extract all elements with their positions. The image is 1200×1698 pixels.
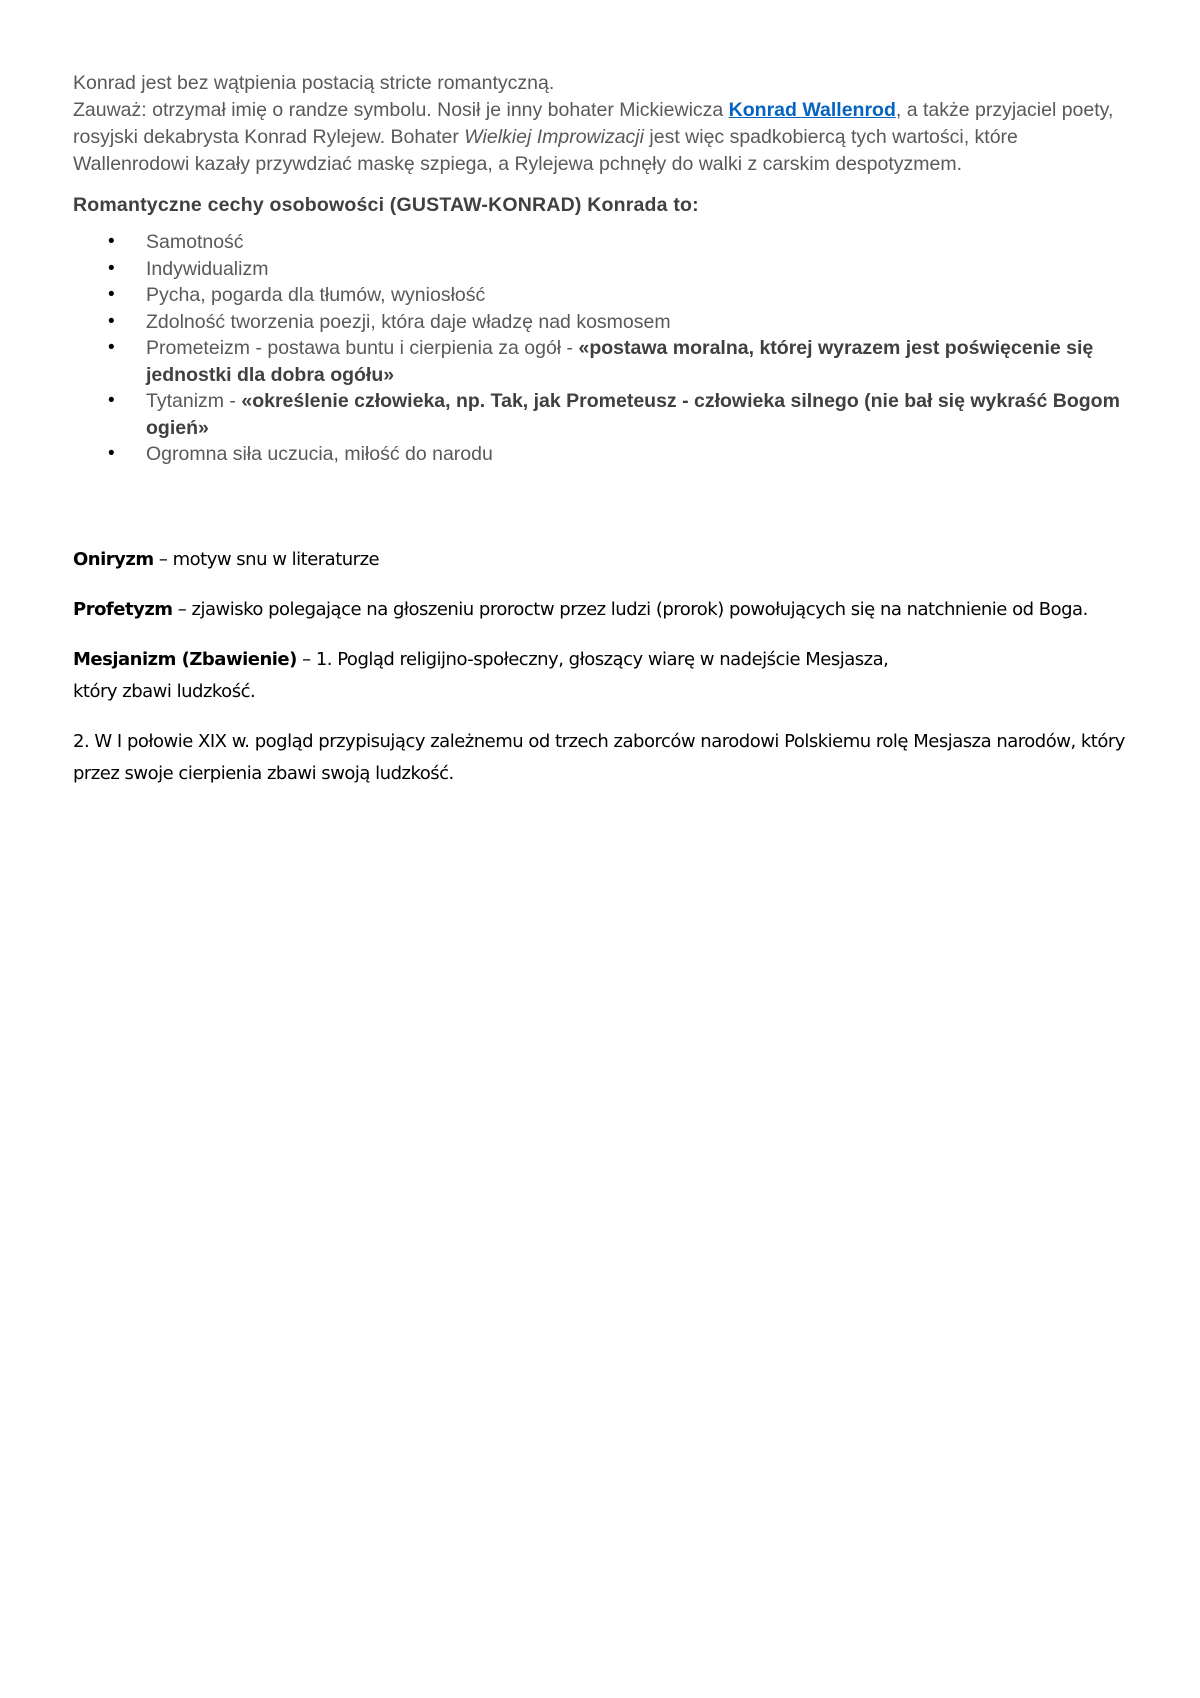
definitions-section xyxy=(73,544,1133,790)
bullet-icon: • xyxy=(108,257,115,279)
bullet-icon: • xyxy=(108,443,115,464)
bullet-icon: • xyxy=(108,231,115,252)
intro-paragraph xyxy=(73,97,1133,178)
konrad-wallenrod-link[interactable]: Konrad Wallenrod xyxy=(728,99,896,121)
bullet-icon: • xyxy=(108,390,115,411)
list-item-quote: «postawa moralna, której wyrazem jest poświęcenie się jednostki dla dobra ogółu» xyxy=(146,337,1094,386)
list-item xyxy=(73,388,1133,441)
list-item xyxy=(73,282,1133,309)
bullet-icon: • xyxy=(108,310,115,332)
definition-text: – zjawisko polegające na głoszeniu proroctw przez ludzi (prorok) powołujących się na natchnienie od Boga. xyxy=(172,598,1088,620)
list-item xyxy=(73,309,1133,336)
list-item xyxy=(73,229,1133,256)
intro-line: Konrad jest bez wątpienia postacią stricte romantyczną. xyxy=(73,72,555,94)
bullet-icon: • xyxy=(108,337,115,358)
definition-text: – 1. Pogląd religijno-społeczny, głoszący wiarę w nadejście Mesjasza, xyxy=(296,648,889,670)
list-item-text: Ogromna siła uczucia, miłość do narodu xyxy=(146,443,493,465)
list-item-text: Indywidualizm xyxy=(146,257,269,280)
traits-list xyxy=(73,229,1133,468)
term-mesjanizm: Mesjanizm (Zbawienie) xyxy=(73,648,297,670)
definition-mesjanizm-point-2: 2. W I połowie XIX w. pogląd przypisujący zależnemu od trzech zaborców narodowi Polskiemu rolę Mesjasza narodów, który przez swoje cierpienia zbawi swoją ludzkość. xyxy=(73,730,1125,784)
definition-text: – motyw snu w literaturze xyxy=(153,548,380,570)
document-page xyxy=(73,70,1133,808)
list-item xyxy=(73,335,1133,388)
bullet-icon: • xyxy=(108,284,115,305)
list-item-text: Tytanizm - xyxy=(146,390,242,412)
definition-text: który zbawi ludzkość. xyxy=(73,680,256,702)
term-profetyzm: Profetyzm xyxy=(73,598,173,620)
intro-text-end: jest więc spadkobiercą tych wartości, które Wallenrodowi kazały przywdziać maskę szpiega, a Rylejewa pchnęły do walki z carskim despotyzmem. xyxy=(73,126,1018,175)
list-item-text: Zdolność tworzenia poezji, która daje władzę nad kosmosem xyxy=(146,310,671,333)
list-item-text: Pycha, pogarda dla tłumów, wyniosłość xyxy=(146,284,486,306)
list-item xyxy=(73,256,1133,283)
intro-text-before-link: Zauważ: otrzymał imię o randze symbolu. Nosił je inny bohater Mickiewicza xyxy=(73,99,729,121)
intro-italic-title: Wielkiej Improwizacji xyxy=(464,126,644,148)
definition-profetyzm xyxy=(73,594,1133,626)
definition-mesjanizm xyxy=(73,644,1133,708)
list-item-text: Prometeizm - postawa buntu i cierpienia za ogół - xyxy=(146,337,579,359)
list-item xyxy=(73,441,1133,468)
traits-heading: Romantyczne cechy osobowości (GUSTAW-KONRAD) Konrada to: xyxy=(73,194,699,216)
definition-oniryzm xyxy=(73,544,1133,576)
intro-text-after-link: , a także przyjaciel poety, rosyjski dekabrysta Konrad Rylejew. Bohater xyxy=(73,99,1114,148)
list-item-text: Samotność xyxy=(146,231,244,253)
list-item-quote: «określenie człowieka, np. Tak, jak Prometeusz - człowieka silnego (nie bał się wykraść Bogom ogień» xyxy=(146,390,1120,439)
intro-section xyxy=(73,70,1133,178)
term-oniryzm: Oniryzm xyxy=(73,548,154,570)
